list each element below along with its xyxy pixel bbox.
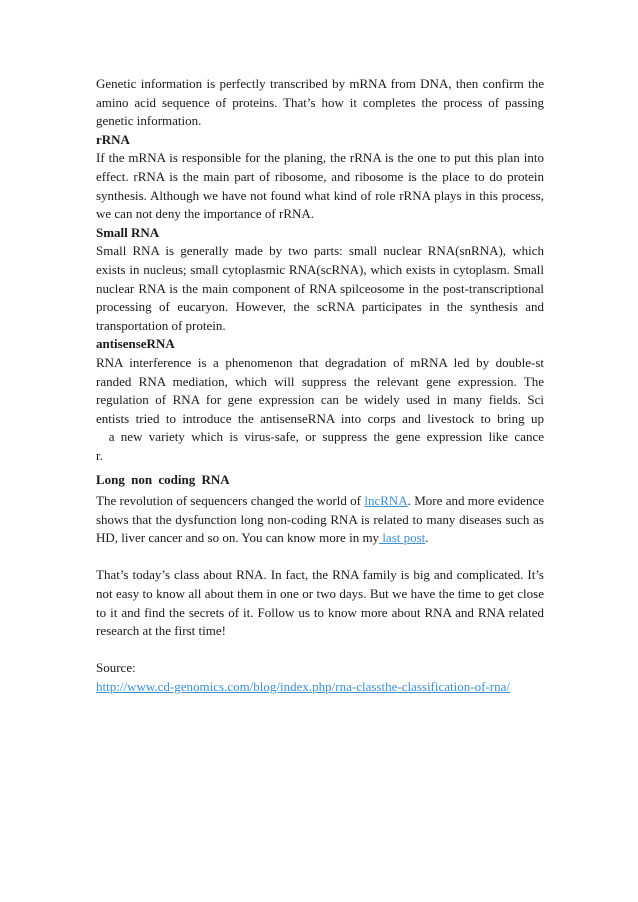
rrna-paragraph: If the mRNA is responsible for the planing, the rRNA is the one to put this plan into effect. rRNA is the main part of ribosome, and ribosome is the place to do protein synthesis. Although we have not found what kind of role rRNA plays in this process, we can not deny the importance of rRNA. <box>96 150 544 222</box>
source-link[interactable]: http://www.cd-genomics.com/blog/index.php/rna-classthe-classification-of-rna/ <box>96 679 510 694</box>
source-label: Source: <box>96 660 136 676</box>
lncrna-text: . <box>425 530 429 546</box>
antisense-line: r. <box>96 447 103 463</box>
small-rna-paragraph: Small RNA is generally made by two parts: small nuclear RNA(snRNA), which exists in nucleus; small cytoplasmic RNA(scRNA), which exists in cytoplasm. Small nuclear RNA is the main component of RNA spilceosome in the post-transcriptional processing of eucaryon. However, the scRNA participates in the synthesis and transportation of protein. <box>96 243 544 333</box>
lncrna-text: . More and more evidence shows that the dysfunction long non-coding RNA is related to many diseases such as HD, liver cancer and so on. You can know more in my <box>96 493 544 546</box>
rrna-heading: rRNA <box>96 131 130 147</box>
blank-line <box>96 641 544 660</box>
blank-line <box>96 548 544 567</box>
antisense-line: entists tried to introduce the antisenseRNA into corps and livestock to bring up <box>96 410 544 426</box>
lncrna-paragraph <box>96 492 544 548</box>
antisense-line: regulation of RNA for gene expression can be widely used in many fields. Sci <box>96 392 544 408</box>
lncrna-text: The revolution of sequencers changed the world of <box>96 493 365 509</box>
antisense-line: a new variety which is virus-safe, or suppress the gene expression like cance <box>96 429 544 445</box>
antisense-line: randed RNA mediation, which will suppress the relevant gene expression. The <box>96 373 544 389</box>
intro-paragraph: Genetic information is perfectly transcribed by mRNA from DNA, then confirm the amino acid sequence of proteins. That’s how it completes the process of passing genetic information. <box>96 76 544 129</box>
lncrna-link[interactable]: lncRNA <box>364 493 408 509</box>
source-paragraph <box>96 678 544 697</box>
antisense-rna-heading: antisenseRNA <box>96 336 175 352</box>
small-rna-heading: Small RNA <box>96 224 160 240</box>
document-body <box>96 75 544 697</box>
closing-paragraph: That’s today’s class about RNA. In fact, the RNA family is big and complicated. It’s not easy to know all about them in one or two days. But we have the time to get close to it and find the secrets of it. Follow us to know more about RNA and RNA related research at the first time! <box>96 567 544 639</box>
antisense-rna-paragraph <box>96 354 544 466</box>
last-post-link[interactable]: last post <box>379 530 426 546</box>
antisense-line: RNA interference is a phenomenon that degradation of mRNA led by double-st <box>96 354 544 370</box>
lncrna-heading: Long non coding RNA <box>96 472 230 488</box>
